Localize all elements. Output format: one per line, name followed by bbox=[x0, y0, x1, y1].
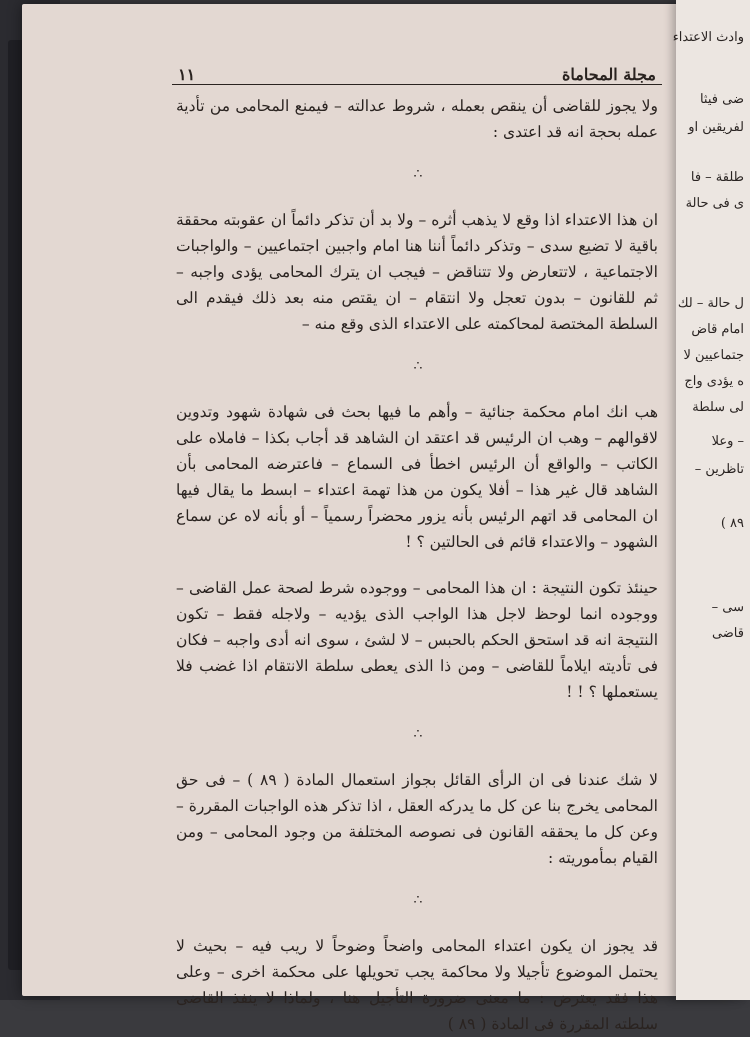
section-separator bbox=[172, 893, 662, 907]
book-page bbox=[22, 4, 734, 1033]
page-content bbox=[172, 54, 662, 1037]
facing-text-line: ضى فيثا bbox=[699, 92, 744, 107]
paragraph-3: هب انك امام محكمة جنائية – وأهم ما فيها بحث فى شهادة شهود وتدوين لاقوالهم – وهب ان الرئيس قد اعتقد ان الشاهد قد أجاب بكذا – فاملاه على الكاتب – والواقع أن الرئيس اخطأ فى السماع – فاعترضه المحامى بأن الشاهد قال غير هذا – أفلا يكون من هذا تهمة اعتداء – ابسط ما يقال فيها ان المحامى قد اتهم الرئيس بأنه يزور محضراً رسمياً – أو بأنه لاه عن سماع الشهود – والاعتداء قائم فى الحالتين ؟ ! bbox=[176, 403, 658, 551]
facing-text-line: ى فى حالة bbox=[685, 196, 744, 211]
facing-text-line: ل حالة – لك bbox=[677, 296, 744, 311]
facing-text-line: طلقة – فا bbox=[690, 170, 744, 185]
separator-dots: ∴ bbox=[413, 726, 421, 742]
paragraph-1: ولا يجوز للقاضى أن ينقص بعمله ، شروط عدالته – فيمنع المحامى من تأدية عمله بحجة انه قد اعتدى : bbox=[176, 97, 658, 141]
separator-dots: ∴ bbox=[413, 166, 421, 182]
facing-text-line: امام قاض bbox=[691, 322, 744, 337]
section-separator bbox=[172, 359, 662, 373]
paragraph-2: ان هذا الاعتداء اذا وقع لا يذهب أثره – ولا بد أن تذكر دائماً ان عقوبته محققة باقية لا تضيع سدى – وتذكر دائماً أننا هنا امام واجبين اجتماعيين – والواجبات الاجتماعية ، لاتتعارض ولا تتناقض – فيجب ان يترك المحامى يؤدى واجبه – ثم للقانون – بدون تعجل ولا انتقام – ان يقتص منه بعد ذلك فيقدم الى السلطة المختصة لمحاكمته على الاعتداء الذى وقع منه – bbox=[176, 211, 658, 333]
facing-text-line: تاظرين – bbox=[694, 462, 744, 477]
facing-text-line: لى سلطة bbox=[692, 400, 744, 415]
facing-text-line: – وعلا bbox=[711, 434, 744, 449]
separator-dots: ∴ bbox=[413, 892, 421, 908]
paragraph-5: لا شك عندنا فى ان الرأى القائل بجواز استعمال المادة ( ٨٩ ) – فى حق المحامى يخرج بنا عن كل ما يدركه العقل ، اذا تذكر هذه الواجبات المقررة – وعن كل ما يحققه القانون فى نصوصه المختلفة من وجود المحامى – ومن القيام بمأموريته : bbox=[176, 771, 658, 867]
section-separator bbox=[172, 167, 662, 181]
facing-text-line: لفريقين او bbox=[688, 120, 744, 135]
page-number: ١١ bbox=[178, 65, 196, 84]
running-header bbox=[172, 54, 662, 85]
facing-page-edge bbox=[672, 0, 750, 1000]
separator-dots: ∴ bbox=[413, 358, 421, 374]
facing-text-line: سى – bbox=[711, 600, 744, 615]
facing-text-line: وادث الاعتداء bbox=[672, 30, 744, 45]
journal-title: مجلة المحاماة bbox=[562, 65, 656, 84]
facing-text-line: ه يؤدى واج bbox=[684, 374, 744, 389]
facing-text-line: ٨٩ ) bbox=[720, 516, 744, 531]
facing-text-line: قاضى bbox=[711, 626, 744, 641]
paragraph-6: قد يجوز ان يكون اعتداء المحامى واضحاً وضوحاً لا ريب فيه – بحيث لا يحتمل الموضوع تأجيلا ولا محاكمة يجب تحويلها على محكمة اخرى – وعلى هذا فقد يعترض : ما معنى ضرورة التأجيل هنا ، ولماذا لا ينفذ القاضى سلطته المقررة فى المادة ( ٨٩ ) bbox=[176, 937, 658, 1033]
facing-text-line: جتماعيين لا bbox=[683, 348, 744, 363]
paragraph-4: حينئذ تكون النتيجة : ان هذا المحامى – ووجوده شرط لصحة عمل القاضى – ووجوده انما لوحظ لاجل هذا الواجب الذى يؤديه – ولاجله فقط – تكون النتيجة انه قد استحق الحكم بالحبس – لا لشئ ، سوى انه أدى واجبه – فكان فى تأديته ايلاماً للقاضى – ومن ذا الذى يعطى سلطة الانتقام اذا غضب فلا يستعملها ؟ ! ! bbox=[176, 579, 658, 701]
section-separator bbox=[172, 727, 662, 741]
